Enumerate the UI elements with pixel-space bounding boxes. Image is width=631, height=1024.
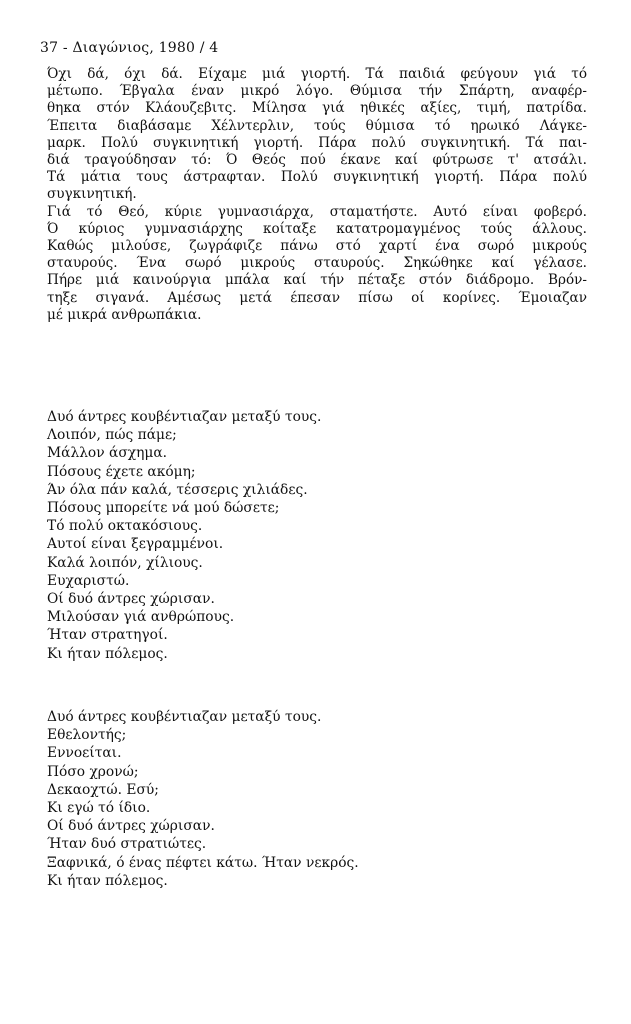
poem-1-line: Κι ήταν πόλεμος.: [47, 645, 168, 662]
poem-1-line: Άν όλα πάν καλά, τέσσερις χιλιάδες.: [47, 481, 308, 498]
prose-line: Όχι δά, όχι δά. Είχαμε μιά γιορτή. Τά παιδιά φεύγουν γιά τό: [47, 66, 587, 82]
prose-line: διά τραγούδησαν τό: Ό Θεός πού έκανε καί φύτρωσε τ' ατσάλι.: [47, 152, 587, 169]
prose-line: Τά μάτια τους άστραφταν. Πολύ συγκινητική γιορτή. Πάρα πολύ: [47, 169, 587, 186]
poem-1-line: Μιλούσαν γιά ανθρώπους.: [47, 609, 235, 626]
poem-2-line: Εθελοντής;: [47, 727, 127, 744]
poem-1-line: Αυτοί είναι ξεγραμμένοι.: [47, 536, 224, 553]
poem-1-line: Ευχαριστώ.: [47, 572, 130, 589]
poem-1-line: Ήταν στρατηγοί.: [47, 627, 168, 644]
poem-1-line: Δυό άντρες κουβέντιαζαν μεταξύ τους.: [47, 409, 322, 425]
poem-1-line: Καλά λοιπόν, χίλιους.: [47, 554, 203, 571]
poem-stanza-1: [47, 408, 587, 663]
prose-line: μέτωπο. Έβγαλα έναν μικρό λόγο. Θύμισα τήν Σπάρτη, αναφέρ-: [47, 83, 587, 100]
poem-1-line: Πόσους έχετε ακόμη;: [47, 463, 196, 480]
poem-2-line: Κι ήταν πόλεμος.: [47, 872, 168, 889]
prose-line: μέ μικρά ανθρωπάκια.: [47, 306, 202, 323]
prose-line: Καθώς μιλούσε, ζωγράφιζε πάνω στό χαρτί ένα σωρό μικρούς: [47, 238, 587, 255]
prose-line: Έπειτα διαβάσαμε Χέλντερλιν, τούς θύμισα τό ηρωικό Λάγκε-: [47, 117, 587, 134]
prose-line: μαρκ. Πολύ συγκινητική γιορτή. Πάρα πολύ συγκινητική. Τά παι-: [47, 134, 587, 151]
poem-2-line: Δυό άντρες κουβέντιαζαν μεταξύ τους.: [47, 709, 322, 725]
poem-2-line: Δεκαοχτώ. Εσύ;: [47, 781, 159, 798]
prose-line: σταυρούς. Ένα σωρό μικρούς σταυρούς. Σηκώθηκε καί γέλασε.: [47, 255, 587, 272]
poem-2-line: Πόσο χρονώ;: [47, 763, 139, 780]
poem-2-line: Ήταν δυό στρατιώτες.: [47, 836, 207, 853]
prose-line: Γιά τό Θεό, κύριε γυμνασιάρχα, σταματήστε. Αυτό είναι φοβερό.: [47, 203, 587, 220]
prose-line: Ό κύριος γυμνασιάρχης κοίταξε κατατρομαγμένος τούς άλλους.: [47, 220, 587, 237]
prose-line: τηξε σιγανά. Αμέσως μετά έπεσαν πίσω οί κορίνες. Έμοιαζαν: [47, 289, 587, 306]
poem-2-line: Κι εγώ τό ίδιο.: [47, 800, 151, 817]
prose-line: συγκινητική.: [47, 186, 137, 203]
prose-line: Πήρε μιά καινούργια μπάλα καί τήν πέταξε στόν διάδρομο. Βρόν-: [47, 272, 587, 289]
prose-line: θηκα στόν Κλάουζεβιτς. Μίλησα γιά ηθικές αξίες, τιμή, πατρίδα.: [47, 100, 587, 117]
poem-2-line: Οί δυό άντρες χώρισαν.: [47, 818, 215, 835]
running-head: 37 - Διαγώνιος, 1980 / 4: [40, 40, 219, 56]
poem-stanza-2: [47, 708, 587, 890]
poem-2-line: Ξαφνικά, ό ένας πέφτει κάτω. Ήταν νεκρός.: [47, 854, 359, 871]
poem-1-line: Μάλλον άσχημα.: [47, 445, 168, 462]
poem-2-line: Εννοείται.: [47, 745, 122, 762]
poem-1-line: Πόσους μπορείτε νά μού δώσετε;: [47, 500, 280, 517]
poem-1-line: Τό πολύ οκτακόσιους.: [47, 518, 203, 535]
poem-1-line: Οί δυό άντρες χώρισαν.: [47, 591, 215, 608]
prose-paragraph: [47, 66, 587, 324]
poem-1-line: Λοιπόν, πώς πάμε;: [47, 427, 177, 444]
